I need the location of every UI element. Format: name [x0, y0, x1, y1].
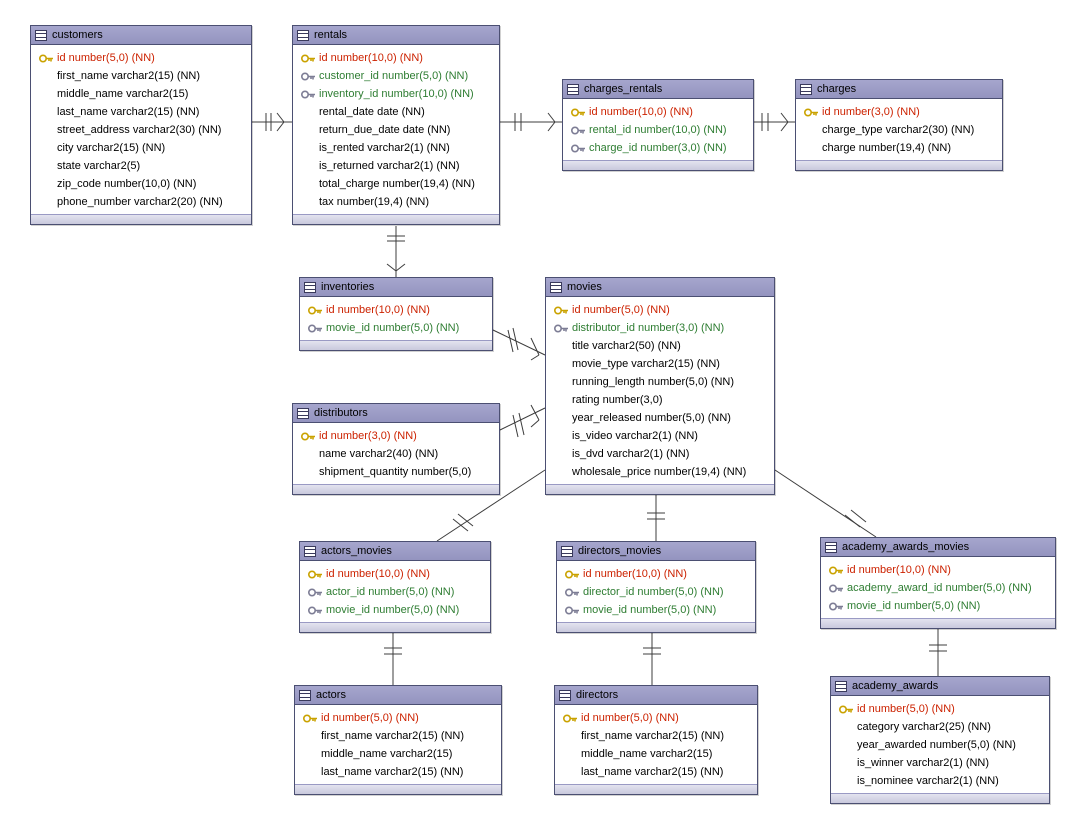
attribute-label: charge_id number(3,0) (NN): [589, 142, 727, 154]
attribute-row: [35, 49, 247, 67]
attribute-row: [561, 565, 751, 583]
attribute-row: [35, 85, 247, 103]
entity-body: [555, 705, 757, 784]
entity-header: [300, 542, 490, 561]
entity-title: charges_rentals: [584, 83, 663, 95]
attribute-row: [35, 103, 247, 121]
attribute-label: running_length number(5,0) (NN): [572, 376, 735, 388]
attribute-row: [297, 139, 495, 157]
attribute-label: id number(10,0) (NN): [847, 564, 951, 576]
entity-title: academy_awards: [852, 680, 939, 692]
entity-title: customers: [52, 29, 103, 41]
entity-title: distributors: [314, 407, 368, 419]
entity-footer: [31, 214, 251, 224]
attribute-row: [297, 157, 495, 175]
attribute-label: is_video varchar2(1) (NN): [572, 430, 698, 442]
entity-header: [557, 542, 755, 561]
attribute-row: [567, 103, 749, 121]
entity-header: [563, 80, 753, 99]
foreign-key-icon: [304, 323, 326, 334]
attribute-label: name varchar2(40) (NN): [319, 448, 439, 460]
attribute-row: [825, 561, 1051, 579]
entity-header: [293, 404, 499, 423]
entity-charges[interactable]: [795, 79, 1003, 171]
foreign-key-icon: [561, 587, 583, 598]
attribute-label: category varchar2(25) (NN): [857, 721, 991, 733]
entity-body: [31, 45, 251, 214]
attribute-label: distributor_id number(3,0) (NN): [572, 322, 725, 334]
attribute-label: id number(10,0) (NN): [589, 106, 693, 118]
entity-charges-rentals[interactable]: [562, 79, 754, 171]
entity-header: [555, 686, 757, 705]
primary-key-icon: [800, 107, 822, 118]
attribute-label: id number(10,0) (NN): [583, 568, 687, 580]
entity-title: actors: [316, 689, 346, 701]
attribute-label: id number(5,0) (NN): [321, 712, 419, 724]
attribute-label: inventory_id number(10,0) (NN): [319, 88, 474, 100]
attribute-label: id number(5,0) (NN): [57, 52, 155, 64]
entity-title: rentals: [314, 29, 348, 41]
attribute-label: id number(5,0) (NN): [857, 703, 955, 715]
entity-header: [796, 80, 1002, 99]
attribute-row: [304, 301, 488, 319]
foreign-key-icon: [297, 89, 319, 100]
entity-body: [821, 557, 1055, 618]
attribute-label: first_name varchar2(15) (NN): [321, 730, 465, 742]
attribute-label: id number(10,0) (NN): [326, 304, 430, 316]
entity-rentals[interactable]: [292, 25, 500, 225]
entity-body: [546, 297, 774, 484]
table-icon: [835, 681, 847, 692]
entity-footer: [796, 160, 1002, 170]
entity-title: directors: [576, 689, 619, 701]
attribute-row: [800, 121, 998, 139]
attribute-row: [550, 427, 770, 445]
entity-movies[interactable]: [545, 277, 775, 495]
attribute-row: [304, 319, 488, 337]
entity-body: [831, 696, 1049, 793]
attribute-label: director_id number(5,0) (NN): [583, 586, 724, 598]
table-icon: [561, 546, 573, 557]
attribute-label: movie_id number(5,0) (NN): [326, 322, 460, 334]
foreign-key-icon: [297, 71, 319, 82]
attribute-label: movie_id number(5,0) (NN): [583, 604, 717, 616]
attribute-label: id number(3,0) (NN): [319, 430, 417, 442]
primary-key-icon: [567, 107, 589, 118]
attribute-label: wholesale_price number(19,4) (NN): [572, 466, 747, 478]
table-icon: [297, 408, 309, 419]
attribute-row: [35, 157, 247, 175]
entity-body: [300, 297, 492, 340]
primary-key-icon: [35, 53, 57, 64]
entity-distributors[interactable]: [292, 403, 500, 495]
attribute-row: [835, 700, 1045, 718]
attribute-label: first_name varchar2(15) (NN): [581, 730, 725, 742]
attribute-row: [561, 583, 751, 601]
attribute-row: [35, 67, 247, 85]
entity-customers[interactable]: [30, 25, 252, 225]
primary-key-icon: [299, 713, 321, 724]
entity-footer: [300, 340, 492, 350]
attribute-label: first_name varchar2(15) (NN): [57, 70, 201, 82]
entity-body: [300, 561, 490, 622]
attribute-row: [559, 763, 753, 781]
attribute-row: [297, 121, 495, 139]
attribute-label: charge number(19,4) (NN): [822, 142, 951, 154]
entity-body: [295, 705, 501, 784]
entity-actors-movies[interactable]: [299, 541, 491, 633]
attribute-label: is_nominee varchar2(1) (NN): [857, 775, 999, 787]
entity-inventories[interactable]: [299, 277, 493, 351]
attribute-row: [550, 337, 770, 355]
primary-key-icon: [304, 305, 326, 316]
table-icon: [35, 30, 47, 41]
attribute-label: rental_id number(10,0) (NN): [589, 124, 727, 136]
attribute-label: movie_type varchar2(15) (NN): [572, 358, 720, 370]
foreign-key-icon: [825, 583, 847, 594]
attribute-row: [297, 427, 495, 445]
attribute-row: [299, 709, 497, 727]
attribute-row: [567, 121, 749, 139]
attribute-row: [835, 754, 1045, 772]
foreign-key-icon: [304, 587, 326, 598]
attribute-label: year_awarded number(5,0) (NN): [857, 739, 1016, 751]
attribute-row: [567, 139, 749, 157]
attribute-row: [825, 579, 1051, 597]
entity-body: [293, 45, 499, 214]
attribute-row: [297, 85, 495, 103]
entity-body: [293, 423, 499, 484]
attribute-row: [550, 301, 770, 319]
table-icon: [297, 30, 309, 41]
attribute-row: [800, 103, 998, 121]
foreign-key-icon: [550, 323, 572, 334]
attribute-row: [550, 409, 770, 427]
table-icon: [559, 690, 571, 701]
entity-footer: [293, 214, 499, 224]
entity-footer: [300, 622, 490, 632]
attribute-row: [825, 597, 1051, 615]
entity-directors-movies[interactable]: [556, 541, 756, 633]
attribute-label: street_address varchar2(30) (NN): [57, 124, 222, 136]
table-icon: [550, 282, 562, 293]
attribute-row: [297, 175, 495, 193]
entity-header: [300, 278, 492, 297]
primary-key-icon: [825, 565, 847, 576]
attribute-row: [559, 709, 753, 727]
foreign-key-icon: [304, 605, 326, 616]
attribute-row: [835, 736, 1045, 754]
attribute-label: middle_name varchar2(15): [581, 748, 713, 760]
entity-title: movies: [567, 281, 602, 293]
attribute-label: is_dvd varchar2(1) (NN): [572, 448, 690, 460]
attribute-label: is_rented varchar2(1) (NN): [319, 142, 450, 154]
attribute-label: zip_code number(10,0) (NN): [57, 178, 197, 190]
attribute-label: state varchar2(5): [57, 160, 141, 172]
primary-key-icon: [297, 431, 319, 442]
attribute-row: [561, 601, 751, 619]
attribute-label: phone_number varchar2(20) (NN): [57, 196, 223, 208]
foreign-key-icon: [567, 125, 589, 136]
entity-title: academy_awards_movies: [842, 541, 970, 553]
entity-body: [563, 99, 753, 160]
foreign-key-icon: [567, 143, 589, 154]
attribute-label: is_winner varchar2(1) (NN): [857, 757, 990, 769]
attribute-label: id number(10,0) (NN): [326, 568, 430, 580]
entity-footer: [555, 784, 757, 794]
attribute-row: [297, 445, 495, 463]
attribute-label: last_name varchar2(15) (NN): [57, 106, 200, 118]
attribute-row: [297, 49, 495, 67]
entity-footer: [821, 618, 1055, 628]
attribute-row: [297, 193, 495, 211]
attribute-label: last_name varchar2(15) (NN): [321, 766, 464, 778]
attribute-row: [835, 718, 1045, 736]
attribute-label: id number(3,0) (NN): [822, 106, 920, 118]
table-icon: [800, 84, 812, 95]
entity-actors[interactable]: [294, 685, 502, 795]
attribute-label: total_charge number(19,4) (NN): [319, 178, 475, 190]
attribute-row: [299, 745, 497, 763]
table-icon: [304, 546, 316, 557]
attribute-label: return_due_date date (NN): [319, 124, 451, 136]
attribute-label: id number(5,0) (NN): [572, 304, 670, 316]
attribute-label: academy_award_id number(5,0) (NN): [847, 582, 1032, 594]
entity-header: [293, 26, 499, 45]
attribute-label: actor_id number(5,0) (NN): [326, 586, 455, 598]
foreign-key-icon: [825, 601, 847, 612]
attribute-label: rating number(3,0): [572, 394, 663, 406]
attribute-label: middle_name varchar2(15): [321, 748, 453, 760]
attribute-row: [35, 193, 247, 211]
entity-footer: [293, 484, 499, 494]
attribute-label: last_name varchar2(15) (NN): [581, 766, 724, 778]
entity-footer: [557, 622, 755, 632]
attribute-label: middle_name varchar2(15): [57, 88, 189, 100]
attribute-label: id number(10,0) (NN): [319, 52, 423, 64]
attribute-row: [297, 463, 495, 481]
entity-title: inventories: [321, 281, 375, 293]
attribute-row: [304, 601, 486, 619]
attribute-row: [800, 139, 998, 157]
primary-key-icon: [561, 569, 583, 580]
attribute-row: [299, 763, 497, 781]
entity-title: charges: [817, 83, 857, 95]
attribute-label: id number(5,0) (NN): [581, 712, 679, 724]
attribute-label: customer_id number(5,0) (NN): [319, 70, 469, 82]
entity-footer: [563, 160, 753, 170]
entity-body: [557, 561, 755, 622]
entity-footer: [546, 484, 774, 494]
primary-key-icon: [835, 704, 857, 715]
entity-title: directors_movies: [578, 545, 662, 557]
attribute-label: charge_type varchar2(30) (NN): [822, 124, 975, 136]
attribute-row: [550, 445, 770, 463]
attribute-row: [35, 139, 247, 157]
entity-header: [821, 538, 1055, 557]
entity-footer: [295, 784, 501, 794]
entity-title: actors_movies: [321, 545, 392, 557]
entity-directors[interactable]: [554, 685, 758, 795]
attribute-label: rental_date date (NN): [319, 106, 425, 118]
entity-body: [796, 99, 1002, 160]
foreign-key-icon: [561, 605, 583, 616]
attribute-row: [550, 391, 770, 409]
entity-academy-awards-movies[interactable]: [820, 537, 1056, 629]
attribute-label: movie_id number(5,0) (NN): [847, 600, 981, 612]
attribute-row: [304, 565, 486, 583]
entity-header: [295, 686, 501, 705]
entity-header: [31, 26, 251, 45]
table-icon: [567, 84, 579, 95]
attribute-label: title varchar2(50) (NN): [572, 340, 681, 352]
attribute-row: [297, 67, 495, 85]
entity-header: [546, 278, 774, 297]
attribute-row: [550, 463, 770, 481]
primary-key-icon: [304, 569, 326, 580]
entity-header: [831, 677, 1049, 696]
attribute-row: [35, 121, 247, 139]
attribute-row: [550, 373, 770, 391]
attribute-row: [297, 103, 495, 121]
attribute-row: [559, 745, 753, 763]
attribute-label: tax number(19,4) (NN): [319, 196, 430, 208]
attribute-label: is_returned varchar2(1) (NN): [319, 160, 460, 172]
attribute-row: [304, 583, 486, 601]
attribute-label: movie_id number(5,0) (NN): [326, 604, 460, 616]
attribute-row: [299, 727, 497, 745]
primary-key-icon: [559, 713, 581, 724]
attribute-label: city varchar2(15) (NN): [57, 142, 166, 154]
attribute-row: [35, 175, 247, 193]
attribute-row: [559, 727, 753, 745]
attribute-label: year_released number(5,0) (NN): [572, 412, 731, 424]
table-icon: [304, 282, 316, 293]
attribute-row: [550, 355, 770, 373]
table-icon: [299, 690, 311, 701]
primary-key-icon: [550, 305, 572, 316]
entity-academy-awards[interactable]: [830, 676, 1050, 804]
table-icon: [825, 542, 837, 553]
primary-key-icon: [297, 53, 319, 64]
entity-footer: [831, 793, 1049, 803]
attribute-row: [550, 319, 770, 337]
attribute-row: [835, 772, 1045, 790]
attribute-label: shipment_quantity number(5,0): [319, 466, 472, 478]
